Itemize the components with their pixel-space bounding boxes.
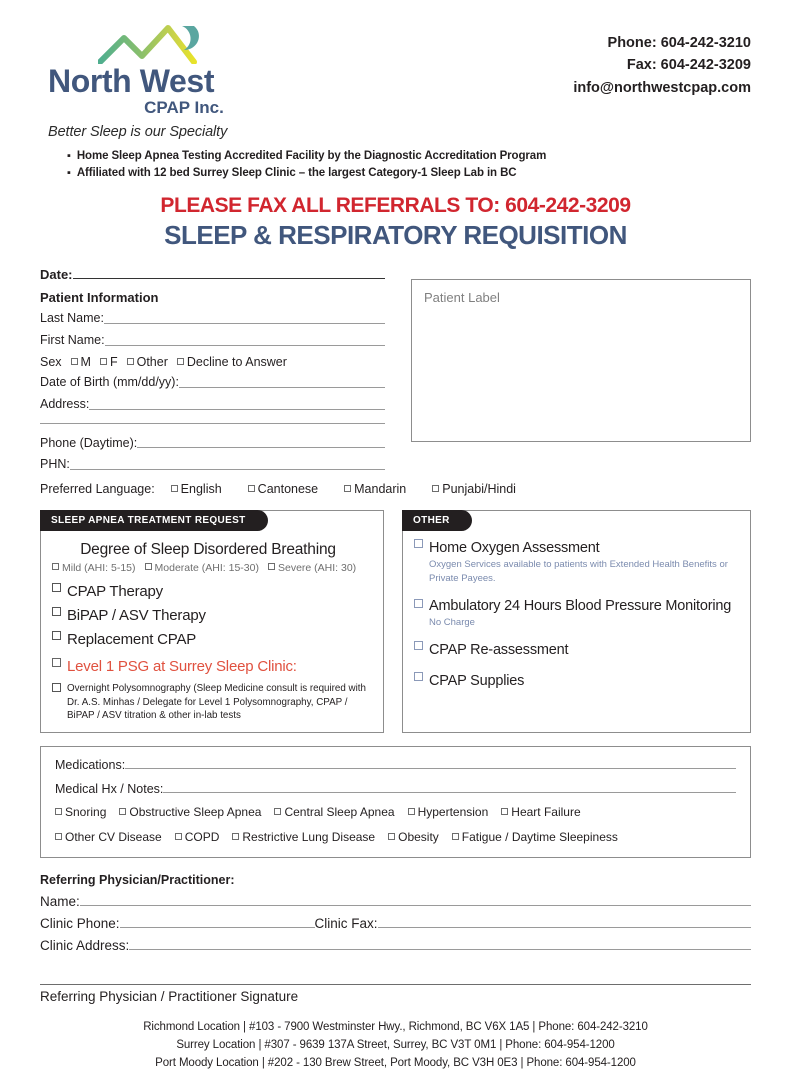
sex-option-m[interactable]: M	[71, 355, 91, 369]
referring-name-input[interactable]	[80, 905, 751, 906]
accreditation-bullet-1: ▪ Home Sleep Apnea Testing Accredited Facility by the Diagnostic Accreditation Program	[67, 148, 751, 165]
other-item-cpap-reassessment[interactable]	[414, 641, 739, 659]
other-item-home-oxygen-label: Home Oxygen Assessment	[429, 540, 600, 557]
other-item-cpap-reassessment-label: CPAP Re-assessment	[429, 642, 569, 659]
option-replacement-cpap-label: Replacement CPAP	[67, 631, 197, 649]
last-name-row	[40, 310, 385, 327]
patient-fields	[40, 267, 385, 473]
option-bipap-asv-label: BiPAP / ASV Therapy	[67, 607, 206, 625]
option-level1-psg[interactable]	[52, 658, 372, 675]
request-panels	[40, 510, 751, 733]
other-item-ambulatory-bp-label: Ambulatory 24 Hours Blood Pressure Monitoring	[429, 598, 732, 615]
brand-block	[40, 22, 350, 140]
sex-option-f[interactable]: F	[100, 355, 118, 369]
location-surrey: Surrey Location | #307 - 9639 137A Street, Surrey, BC V3T 0M1 | Phone: 604-954-1200	[176, 1039, 615, 1052]
signature-line[interactable]	[40, 984, 751, 985]
checkbox-icon[interactable]	[344, 485, 351, 492]
other-item-cpap-supplies[interactable]	[414, 672, 739, 690]
sex-label: Sex	[40, 354, 62, 369]
checkbox-icon[interactable]	[414, 641, 423, 650]
phn-row	[40, 456, 385, 473]
page-title: SLEEP & RESPIRATORY REQUISITION	[164, 220, 627, 251]
checkbox-icon[interactable]	[171, 485, 178, 492]
checkbox-icon[interactable]	[55, 833, 62, 840]
sleep-apnea-panel-tab: SLEEP APNEA TREATMENT REQUEST	[40, 510, 268, 531]
language-option-mandarin[interactable]: Mandarin	[344, 482, 406, 496]
sex-row	[40, 355, 385, 369]
preferred-language-row	[40, 482, 751, 496]
clinic-phone-input[interactable]	[120, 927, 315, 928]
clinic-fax-input[interactable]	[378, 927, 751, 928]
checkbox-icon[interactable]	[388, 833, 395, 840]
contact-block	[573, 22, 751, 99]
checkbox-icon[interactable]	[119, 808, 126, 815]
fax-notice: PLEASE FAX ALL REFERRALS TO: 604-242-3209	[160, 194, 631, 218]
checkbox-icon[interactable]	[414, 672, 423, 681]
checkbox-icon[interactable]	[52, 583, 61, 592]
location-port-moody: Port Moody Location | #202 - 130 Brew Street, Port Moody, BC V3H 0E3 | Phone: 604-954-1200	[155, 1056, 636, 1069]
other-item-home-oxygen-note: Oxygen Services available to patients with Extended Health Benefits or Private Payees.	[429, 559, 728, 584]
clinic-address-input[interactable]	[129, 949, 751, 950]
phone-label: Phone (Daytime):	[40, 435, 138, 450]
accreditation-bullets	[40, 148, 751, 183]
medical-history-box	[40, 746, 751, 858]
address-label: Address:	[40, 396, 90, 411]
language-option-cantonese[interactable]: Cantonese	[248, 482, 318, 496]
checkbox-icon[interactable]	[268, 563, 275, 570]
phone-input[interactable]	[137, 447, 385, 448]
checkbox-icon[interactable]	[452, 833, 459, 840]
referring-name-row	[40, 894, 751, 909]
address-row-2	[40, 423, 385, 427]
patient-label-placeholder: Patient Label	[424, 290, 500, 306]
last-name-label: Last Name:	[40, 311, 104, 326]
ahi-option-mild[interactable]: Mild (AHI: 5-15)	[52, 562, 136, 574]
medications-label: Medications:	[55, 758, 126, 773]
first-name-label: First Name:	[40, 332, 105, 347]
checkbox-icon[interactable]	[52, 631, 61, 640]
other-item-home-oxygen[interactable]	[414, 539, 739, 585]
degree-title: Degree of Sleep Disordered Breathing	[80, 541, 336, 559]
sex-option-other[interactable]: Other	[127, 355, 168, 369]
checkbox-icon[interactable]	[248, 485, 255, 492]
first-name-row	[40, 332, 385, 349]
contact-fax: Fax: 604-242-3209	[626, 57, 751, 74]
checkbox-icon[interactable]	[408, 808, 415, 815]
checkbox-icon[interactable]	[127, 358, 134, 365]
clinic-address-label: Clinic Address:	[40, 938, 130, 954]
sleep-apnea-treatment-panel	[40, 510, 384, 733]
history-option-fatigue[interactable]: Fatigue / Daytime Sleepiness	[452, 830, 618, 844]
medications-row	[55, 758, 736, 772]
checkbox-icon[interactable]	[501, 808, 508, 815]
other-services-panel	[402, 510, 751, 733]
checkbox-icon[interactable]	[55, 808, 62, 815]
other-item-ambulatory-bp-note: No Charge	[429, 617, 475, 629]
accreditation-bullet-2: ▪ Affiliated with 12 bed Surrey Sleep Clinic – the largest Category-1 Sleep Lab in BC	[67, 165, 751, 182]
first-name-input[interactable]	[105, 345, 385, 346]
checkbox-icon[interactable]	[177, 358, 184, 365]
history-checkbox-row-2	[55, 830, 736, 844]
history-option-copd[interactable]: COPD	[175, 830, 220, 844]
option-cpap-therapy-label: CPAP Therapy	[67, 583, 163, 601]
option-cpap-therapy[interactable]	[52, 583, 372, 600]
medical-notes-input[interactable]	[163, 792, 736, 793]
ahi-options-row	[52, 562, 372, 574]
ahi-option-severe[interactable]: Severe (AHI: 30)	[268, 562, 356, 574]
address-input-line2[interactable]	[40, 423, 385, 424]
checkbox-icon[interactable]	[274, 808, 281, 815]
mountain-moon-icon	[98, 22, 350, 64]
contact-phone: Phone: 604-242-3210	[607, 35, 751, 51]
medications-input[interactable]	[125, 768, 736, 769]
phn-input[interactable]	[70, 469, 385, 470]
history-option-other-cv[interactable]: Other CV Disease	[55, 830, 162, 844]
other-item-ambulatory-bp[interactable]	[414, 597, 739, 629]
dob-row	[40, 374, 385, 391]
patient-label-box[interactable]	[411, 279, 751, 442]
referring-physician-heading: Referring Physician/Practitioner:	[40, 873, 235, 888]
phone-row	[40, 435, 385, 452]
dob-input[interactable]	[179, 387, 385, 388]
language-option-punjabi-hindi[interactable]: Punjabi/Hindi	[432, 482, 516, 496]
checkbox-icon[interactable]	[414, 539, 423, 548]
history-option-restrictive-lung[interactable]: Restrictive Lung Disease	[232, 830, 375, 844]
clinic-address-row	[40, 938, 751, 953]
clinic-fax-label: Clinic Fax:	[314, 916, 378, 932]
patient-info-heading: Patient Information	[40, 290, 159, 306]
checkbox-icon[interactable]	[432, 485, 439, 492]
address-row	[40, 396, 385, 413]
clinic-phone-label: Clinic Phone:	[40, 916, 120, 932]
history-option-snoring[interactable]: Snoring	[55, 805, 106, 819]
checkbox-icon[interactable]	[52, 683, 61, 692]
checkbox-icon[interactable]	[52, 607, 61, 616]
location-richmond: Richmond Location | #103 - 7900 Westminster Hwy., Richmond, BC V6X 1A5 | Phone: 604-242-3210	[143, 1021, 648, 1034]
checkbox-icon[interactable]	[52, 658, 61, 667]
checkbox-icon[interactable]	[100, 358, 107, 365]
option-overnight-polysomnography[interactable]	[52, 682, 372, 722]
clinic-phone-fax-row	[40, 916, 751, 931]
preferred-language-label: Preferred Language:	[40, 482, 155, 497]
sleep-apnea-panel-body	[41, 511, 383, 722]
patient-section	[40, 267, 751, 473]
checkbox-icon[interactable]	[414, 599, 423, 608]
brand-tagline: Better Sleep is our Specialty	[48, 123, 228, 140]
referring-name-label: Name:	[40, 894, 80, 910]
sex-option-decline[interactable]: Decline to Answer	[177, 355, 287, 369]
ahi-option-moderate[interactable]: Moderate (AHI: 15-30)	[145, 562, 259, 574]
checkbox-icon[interactable]	[232, 833, 239, 840]
address-input[interactable]	[89, 409, 385, 410]
history-option-hypertension[interactable]: Hypertension	[408, 805, 489, 819]
checkbox-icon[interactable]	[71, 358, 78, 365]
date-row	[40, 267, 385, 282]
other-panel-body	[403, 511, 750, 689]
option-replacement-cpap[interactable]	[52, 631, 372, 648]
date-label: Date:	[40, 267, 73, 283]
checkbox-icon[interactable]	[175, 833, 182, 840]
history-checkbox-row-1	[55, 805, 736, 819]
page-header	[40, 22, 751, 140]
checkbox-icon[interactable]	[145, 563, 152, 570]
medical-notes-label: Medical Hx / Notes:	[55, 782, 164, 797]
dob-label: Date of Birth (mm/dd/yy):	[40, 374, 179, 389]
last-name-input[interactable]	[104, 323, 385, 324]
language-option-english[interactable]: English	[171, 482, 222, 496]
date-input[interactable]	[73, 278, 385, 279]
history-option-osa[interactable]: Obstructive Sleep Apnea	[119, 805, 261, 819]
other-panel-tab: OTHER	[402, 510, 472, 531]
brand-name: North West	[48, 63, 215, 99]
history-option-heart-failure[interactable]: Heart Failure	[501, 805, 580, 819]
patient-label-area	[411, 267, 751, 473]
option-bipap-asv-therapy[interactable]	[52, 607, 372, 624]
medical-notes-row	[55, 782, 736, 796]
history-option-csa[interactable]: Central Sleep Apnea	[274, 805, 394, 819]
history-option-obesity[interactable]: Obesity	[388, 830, 439, 844]
contact-email: info@northwestcpap.com	[573, 79, 751, 96]
checkbox-icon[interactable]	[52, 563, 59, 570]
brand-subname: CPAP Inc.	[144, 98, 224, 117]
signature-caption: Referring Physician / Practitioner Signature	[40, 989, 299, 1005]
option-level1-psg-label: Level 1 PSG at Surrey Sleep Clinic:	[67, 658, 297, 676]
phn-label: PHN:	[40, 457, 70, 472]
locations-footer	[40, 1019, 751, 1072]
option-overnight-polysomnography-label: Overnight Polysomnography (Sleep Medicine consult is required with Dr. A.S. Minhas / Delegate for Level 1 Polysomnography, CPAP / BiPAP / ASV titration & other in-lab tests	[67, 683, 366, 721]
other-item-cpap-supplies-label: CPAP Supplies	[429, 672, 525, 689]
